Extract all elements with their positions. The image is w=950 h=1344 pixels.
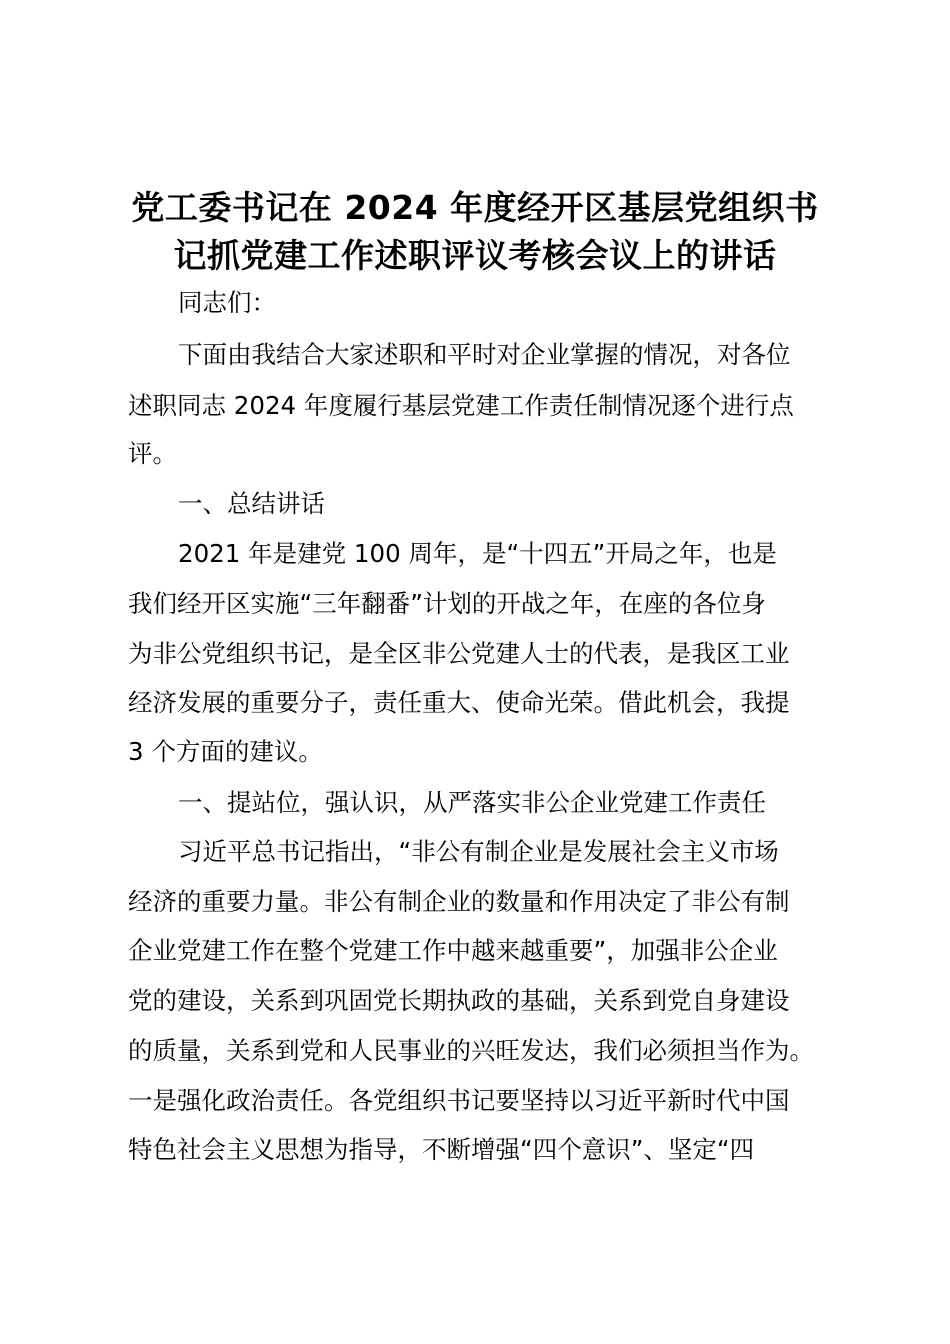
paragraph-line: 3 个方面的建议。 — [128, 737, 323, 766]
paragraph-line: 一是强化政治责任。各党组织书记要坚持以习近平新时代中国 — [128, 1086, 790, 1115]
paragraph-line: 党的建设，关系到巩固党长期执政的基础，关系到党自身建设 — [128, 986, 790, 1015]
paragraph-line: 我们经开区实施“三年翻番”计划的开战之年，在座的各位身 — [128, 589, 766, 618]
section-heading: 一、提站位，强认识，从严落实非公企业党建工作责任 — [178, 788, 766, 817]
paragraph-line: 习近平总书记指出，“非公有制企业是发展社会主义市场 — [178, 837, 779, 866]
paragraph-line: 经济的重要力量。非公有制企业的数量和作用决定了非公有制 — [128, 887, 790, 916]
paragraph-line: 企业党建工作在整个党建工作中越来越重要”，加强非公企业 — [128, 936, 778, 965]
document-title-line-2: 记抓党建工作述职评议考核会议上的讲话 — [173, 236, 777, 275]
paragraph-line: 述职同志 2024 年度履行基层党建工作责任制情况逐个进行点 — [128, 391, 794, 420]
section-heading: 一、总结讲话 — [178, 489, 325, 518]
paragraph-line: 下面由我结合大家述职和平时对企业掌握的情况，对各位 — [178, 340, 791, 369]
paragraph-line: 经济发展的重要分子，责任重大、使命光荣。借此机会，我提 — [128, 688, 790, 717]
paragraph-line: 特色社会主义思想为指导，不断增强“四个意识”、坚定“四 — [128, 1135, 755, 1164]
paragraph-line: 2021 年是建党 100 周年，是“十四五”开局之年，也是 — [178, 539, 777, 568]
salutation: 同志们： — [178, 288, 276, 317]
paragraph-line: 评。 — [128, 439, 177, 468]
document-title-line-1: 党工委书记在 2024 年度经开区基层党组织书 — [131, 188, 819, 227]
paragraph-line: 为非公党组织书记，是全区非公党建人士的代表，是我区工业 — [128, 639, 790, 668]
paragraph-line: 的质量，关系到党和人民事业的兴旺发达，我们必须担当作为。 — [128, 1036, 814, 1065]
